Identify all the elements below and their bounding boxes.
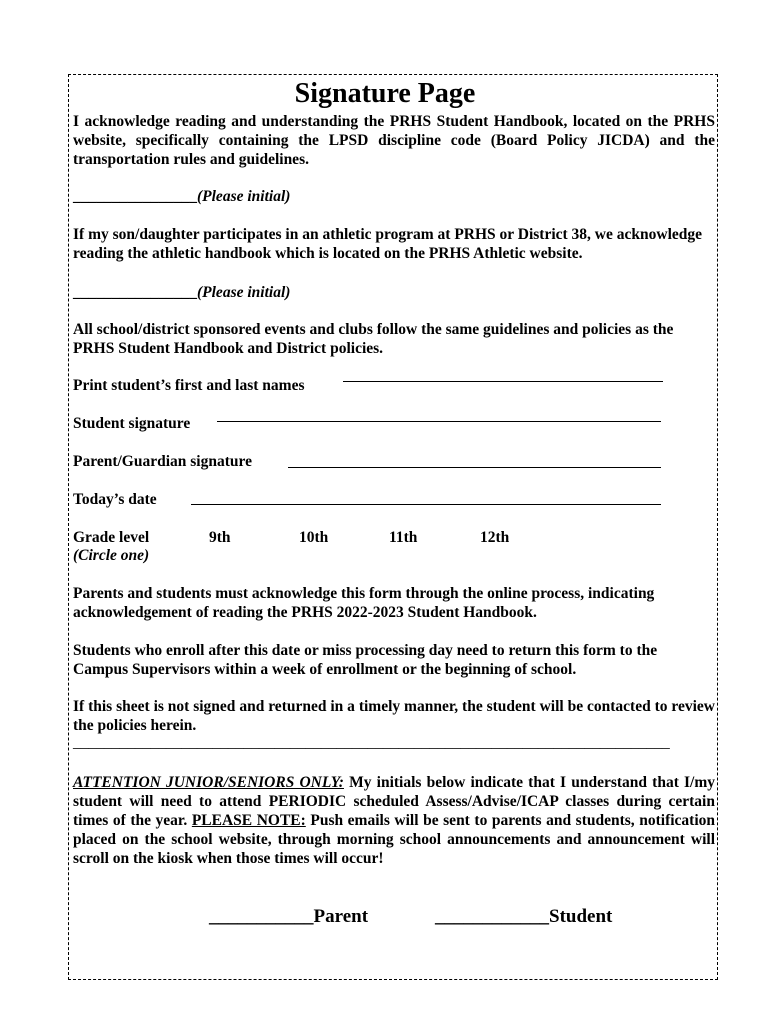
initial-label: (Please initial) — [197, 284, 291, 301]
separator-line: _____________________________________________________________________________ — [73, 734, 670, 751]
initial-line-handbook[interactable] — [73, 187, 715, 206]
date-field[interactable] — [191, 504, 661, 505]
not-signed-paragraph: If this sheet is not signed and returned in a timely manner, the student will be contacted to review the policies herein. — [73, 698, 715, 734]
parent-initial-label: Parent — [313, 906, 369, 927]
grade-level-hint: (Circle one) — [73, 547, 150, 564]
events-policy-paragraph: All school/district sponsored events and clubs follow the same guidelines and policies as the PRHS Student Handbook and District policies. — [73, 321, 674, 357]
student-name-label: Print student’s first and last names — [73, 377, 305, 394]
parent-initial-line[interactable] — [209, 906, 368, 928]
athletic-acknowledgement-paragraph: If my son/daughter participates in an athletic program at PRHS or District 38, we acknowledge reading the athletic handbook which is located on the PRHS Athletic website. — [73, 226, 703, 262]
initial-blank: ________________ — [73, 188, 197, 205]
online-process-paragraph: Parents and students must acknowledge this form through the online process, indicating acknowledgement of reading the PRHS 2022-2023 Student Handbook. — [73, 585, 655, 621]
parent-initial-blank: ___________ — [209, 906, 314, 927]
parent-signature-label: Parent/Guardian signature — [73, 453, 252, 470]
parent-signature-field[interactable] — [288, 467, 661, 468]
handbook-acknowledgement-paragraph: I acknowledge reading and understanding the PRHS Student Handbook, located on the PRHS website, specifically containing the LPSD discipline code (Board Policy JICDA) and the transportation rules and guidelines. — [73, 113, 715, 168]
student-initial-blank: ____________ — [435, 906, 549, 927]
student-signature-field[interactable] — [217, 421, 661, 422]
late-enrollment-paragraph: Students who enroll after this date or miss processing day need to return this form to the Campus Supervisors within a week of enrollment or the beginning of school. — [73, 642, 658, 678]
page-title: Signature Page — [294, 78, 476, 109]
please-note-label: PLEASE NOTE: — [191, 812, 306, 829]
attention-heading: ATTENTION JUNIOR/SENIORS ONLY: — [73, 774, 344, 791]
initial-label: (Please initial) — [197, 188, 291, 205]
student-name-field[interactable] — [343, 381, 663, 382]
attention-body-2: Push emails will be sent to parents and students, notification placed on the school website, through morning school announcements and announcement will scroll on the kiosk when those times will occur! — [73, 812, 716, 867]
initial-blank: ________________ — [73, 284, 197, 301]
grade-option-12th[interactable]: 12th — [480, 529, 510, 546]
student-signature-label: Student signature — [73, 415, 191, 432]
attention-body-1: My initials below indicate that I understand that I/my student will need to attend PERIODIC scheduled Assess/Advise/ICAP classes during certain times of the year. — [73, 774, 716, 829]
grade-level-label: Grade level — [73, 529, 150, 546]
student-initial-label: Student — [549, 906, 613, 927]
attention-paragraph — [73, 773, 715, 868]
grade-option-9th[interactable]: 9th — [209, 529, 231, 546]
grade-option-10th[interactable]: 10th — [299, 529, 329, 546]
student-initial-line[interactable] — [435, 906, 612, 928]
grade-option-11th[interactable]: 11th — [389, 529, 418, 546]
initial-line-athletic[interactable] — [73, 283, 715, 302]
date-label: Today’s date — [73, 491, 157, 508]
